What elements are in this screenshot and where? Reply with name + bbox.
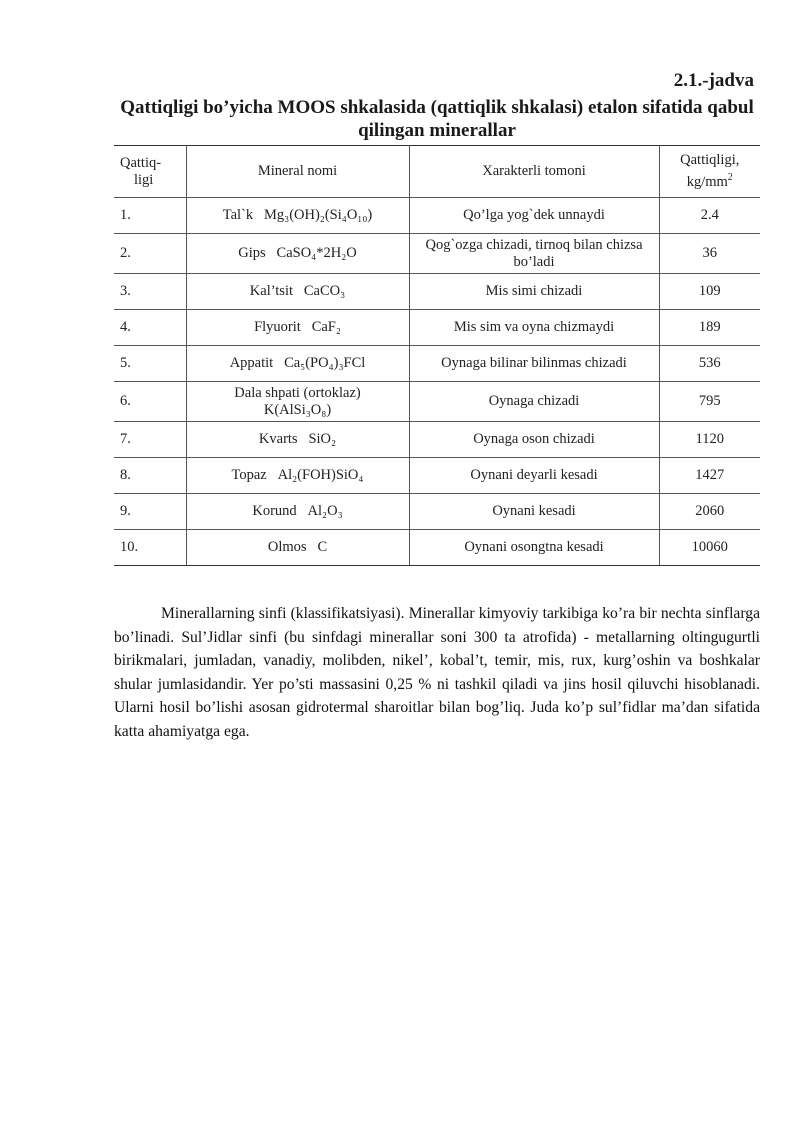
mineral-name: Kal’tsit — [249, 283, 294, 299]
feature-cell: Oynaga chizadi — [409, 382, 659, 422]
table-caption: Qattiqligi bo’yicha MOOS shkalasida (qattiqlik shkalasi) etalon sifatida qabul qilingan minerallar — [120, 97, 754, 141]
feature-cell: Oynaga bilinar bilinmas chizadi — [409, 346, 659, 382]
mineral-name: Tal`k — [222, 207, 254, 223]
body-paragraph: Minerallarning sinfi (klassifikatsiyasi). Minerallar kimyoviy tarkibiga ko’ra bir nechta sinflarga bo’linadi. Sul’Jidlar sinfi (bu sinfdagi minerallar soni 300 ta atrofida) - metallarning oltingugurtli birikmalari, jumladan, vanadiy, molibden, nikel’, kobal’t, temir, mis, rux, kurg’oshin va boshkalar shular jumlasidandir. Yer po’sti massasini 0,25 % ni tashkil qiladi va jins hosil qiluvchi hisoblanadi. Ularni hosil bo’lishi asosan gidrotermal sharoitlar bilan bog’liq. Juda ko’p sul’fidlar ma’dan sifatida katta ahamiyatga ega. — [114, 605, 760, 740]
mineral-formula: C — [317, 539, 328, 555]
row-number-cell: 7. — [114, 422, 186, 458]
mineral-cell — [186, 234, 409, 274]
mineral-cell — [186, 494, 409, 530]
mineral-cell — [186, 530, 409, 566]
mineral-name: Korund — [252, 503, 297, 519]
mineral-formula: CaF₂ — [311, 319, 341, 335]
hardness-cell: 1120 — [659, 422, 760, 458]
hardness-cell: 189 — [659, 310, 760, 346]
mineral-formula: SiO₂ — [308, 431, 337, 447]
row-number-cell: 3. — [114, 274, 186, 310]
mineral-cell — [186, 422, 409, 458]
feature-cell: Oynani kesadi — [409, 494, 659, 530]
table-row — [114, 382, 760, 422]
mineral-name: Topaz — [231, 467, 267, 483]
mineral-cell — [186, 346, 409, 382]
mineral-name: Kvarts — [258, 431, 298, 447]
mineral-name: Flyuorit — [254, 319, 301, 335]
row-number-cell: 10. — [114, 530, 186, 566]
mineral-name: Dala shpati (ortoklaz) — [234, 384, 361, 401]
table-row — [114, 530, 760, 566]
feature-cell: Qo’lga yog`dek unnaydi — [409, 198, 659, 234]
header-hardness-rank: Qattiq- ligi — [114, 146, 186, 198]
table-row — [114, 274, 760, 310]
table-row — [114, 234, 760, 274]
hardness-cell: 536 — [659, 346, 760, 382]
feature-cell: Oynaga oson chizadi — [409, 422, 659, 458]
header-mineral-name: Mineral nomi — [186, 146, 409, 198]
table-body — [114, 198, 760, 566]
mineral-name: Olmos — [267, 539, 307, 555]
table-row — [114, 422, 760, 458]
feature-cell: Mis sim va oyna chizmaydi — [409, 310, 659, 346]
table-row — [114, 310, 760, 346]
mineral-cell — [186, 458, 409, 494]
mineral-cell — [186, 310, 409, 346]
row-number-cell: 1. — [114, 198, 186, 234]
hardness-cell: 109 — [659, 274, 760, 310]
table-row — [114, 346, 760, 382]
hardness-cell: 2060 — [659, 494, 760, 530]
table-row — [114, 458, 760, 494]
mineral-formula: Ca₅(PO₄)₃FCl — [284, 355, 366, 371]
table-number: 2.1.-jadva — [673, 70, 754, 91]
body-paragraph-block — [114, 602, 760, 743]
feature-cell: Oynani deyarli kesadi — [409, 458, 659, 494]
hardness-cell: 36 — [659, 234, 760, 274]
hardness-cell: 1427 — [659, 458, 760, 494]
mineral-formula: K(AlSi₃O₈) — [263, 401, 332, 418]
hardness-cell: 2.4 — [659, 198, 760, 234]
header-feature: Xarakterli tomoni — [409, 146, 659, 198]
mineral-name: Gips — [238, 245, 266, 261]
table-header-row — [114, 146, 760, 198]
row-number-cell: 4. — [114, 310, 186, 346]
feature-cell: Oynani osongtna kesadi — [409, 530, 659, 566]
row-number-cell: 2. — [114, 234, 186, 274]
table-row — [114, 494, 760, 530]
feature-cell: Mis simi chizadi — [409, 274, 659, 310]
mineral-formula: CaCO₃ — [303, 283, 346, 299]
header-hardness: Qattiqligi, $kg/mm^2$ — [659, 146, 760, 198]
mineral-cell — [186, 198, 409, 234]
row-number-cell: 6. — [114, 382, 186, 422]
mineral-formula: Al₂O₃ — [307, 503, 343, 519]
row-number-cell: 9. — [114, 494, 186, 530]
table-row — [114, 198, 760, 234]
row-number-cell: 8. — [114, 458, 186, 494]
mineral-formula: Al₂(FOH)SiO₄ — [277, 467, 364, 483]
hardness-cell: 795 — [659, 382, 760, 422]
mineral-cell — [186, 274, 409, 310]
row-number-cell: 5. — [114, 346, 186, 382]
mohs-scale-table — [114, 145, 760, 566]
feature-cell: Qog`ozga chizadi, tirnoq bilan chizsa bo’ladi — [409, 234, 659, 274]
mineral-name: Appatit — [229, 355, 274, 371]
mineral-formula: Mg₃(OH)₂(Si₄O₁₀) — [264, 207, 373, 223]
mineral-formula: CaSO₄*2H₂O — [276, 245, 357, 261]
mineral-cell — [186, 382, 409, 422]
hardness-cell: 10060 — [659, 530, 760, 566]
